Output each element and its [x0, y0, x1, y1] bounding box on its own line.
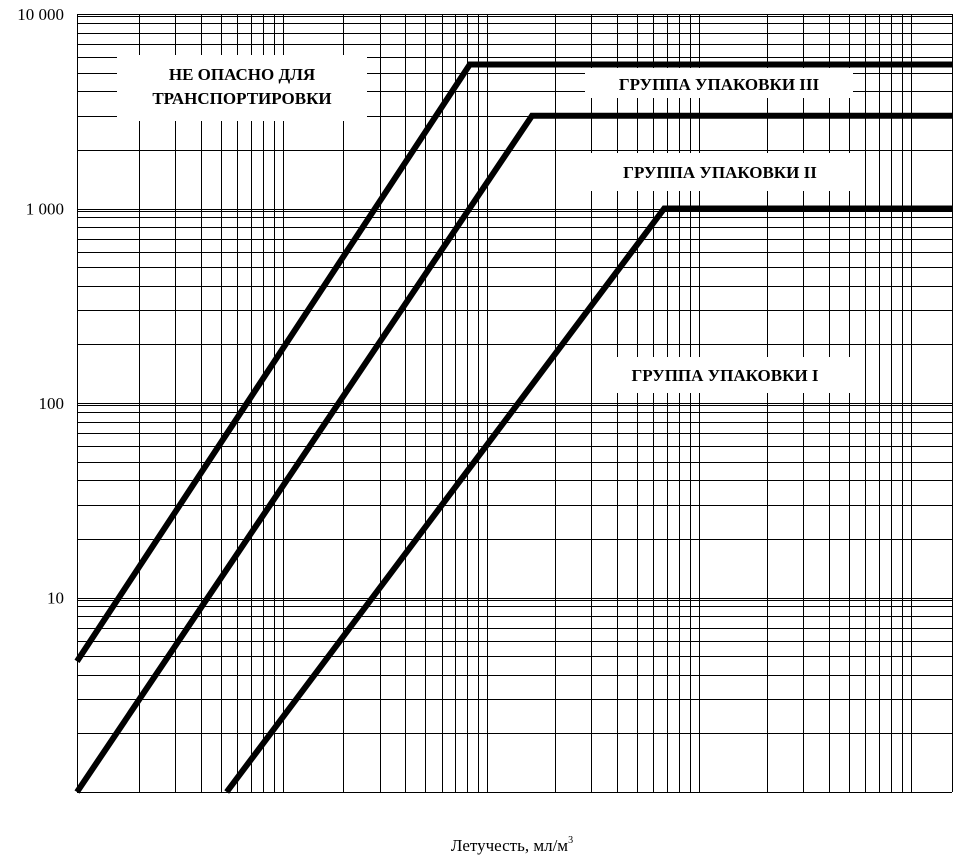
region-label-safe: НЕ ОПАСНО ДЛЯ — [168, 65, 316, 84]
x-axis-title-text: Летучесть, мл/м — [450, 836, 569, 855]
y-tick-label: 1 000 — [25, 199, 64, 219]
region-label-pg1: ГРУППА УПАКОВКИ I — [631, 366, 819, 385]
region-label-pg3: ГРУППА УПАКОВКИ III — [618, 75, 820, 94]
region-label-pg2: ГРУППА УПАКОВКИ II — [623, 163, 817, 182]
region-label-safe: ТРАНСПОРТИРОВКИ — [152, 89, 332, 108]
y-tick-label: 10 — [47, 588, 64, 608]
region-labels — [117, 55, 856, 393]
x-axis-title — [451, 835, 573, 855]
y-tick-label: 100 — [38, 394, 64, 413]
curve-boundary-pg2 — [227, 209, 952, 793]
y-tick-labels — [17, 5, 64, 608]
x-axis-title-superscript: 3 — [568, 835, 574, 846]
y-tick-label: 10 000 — [17, 5, 64, 24]
